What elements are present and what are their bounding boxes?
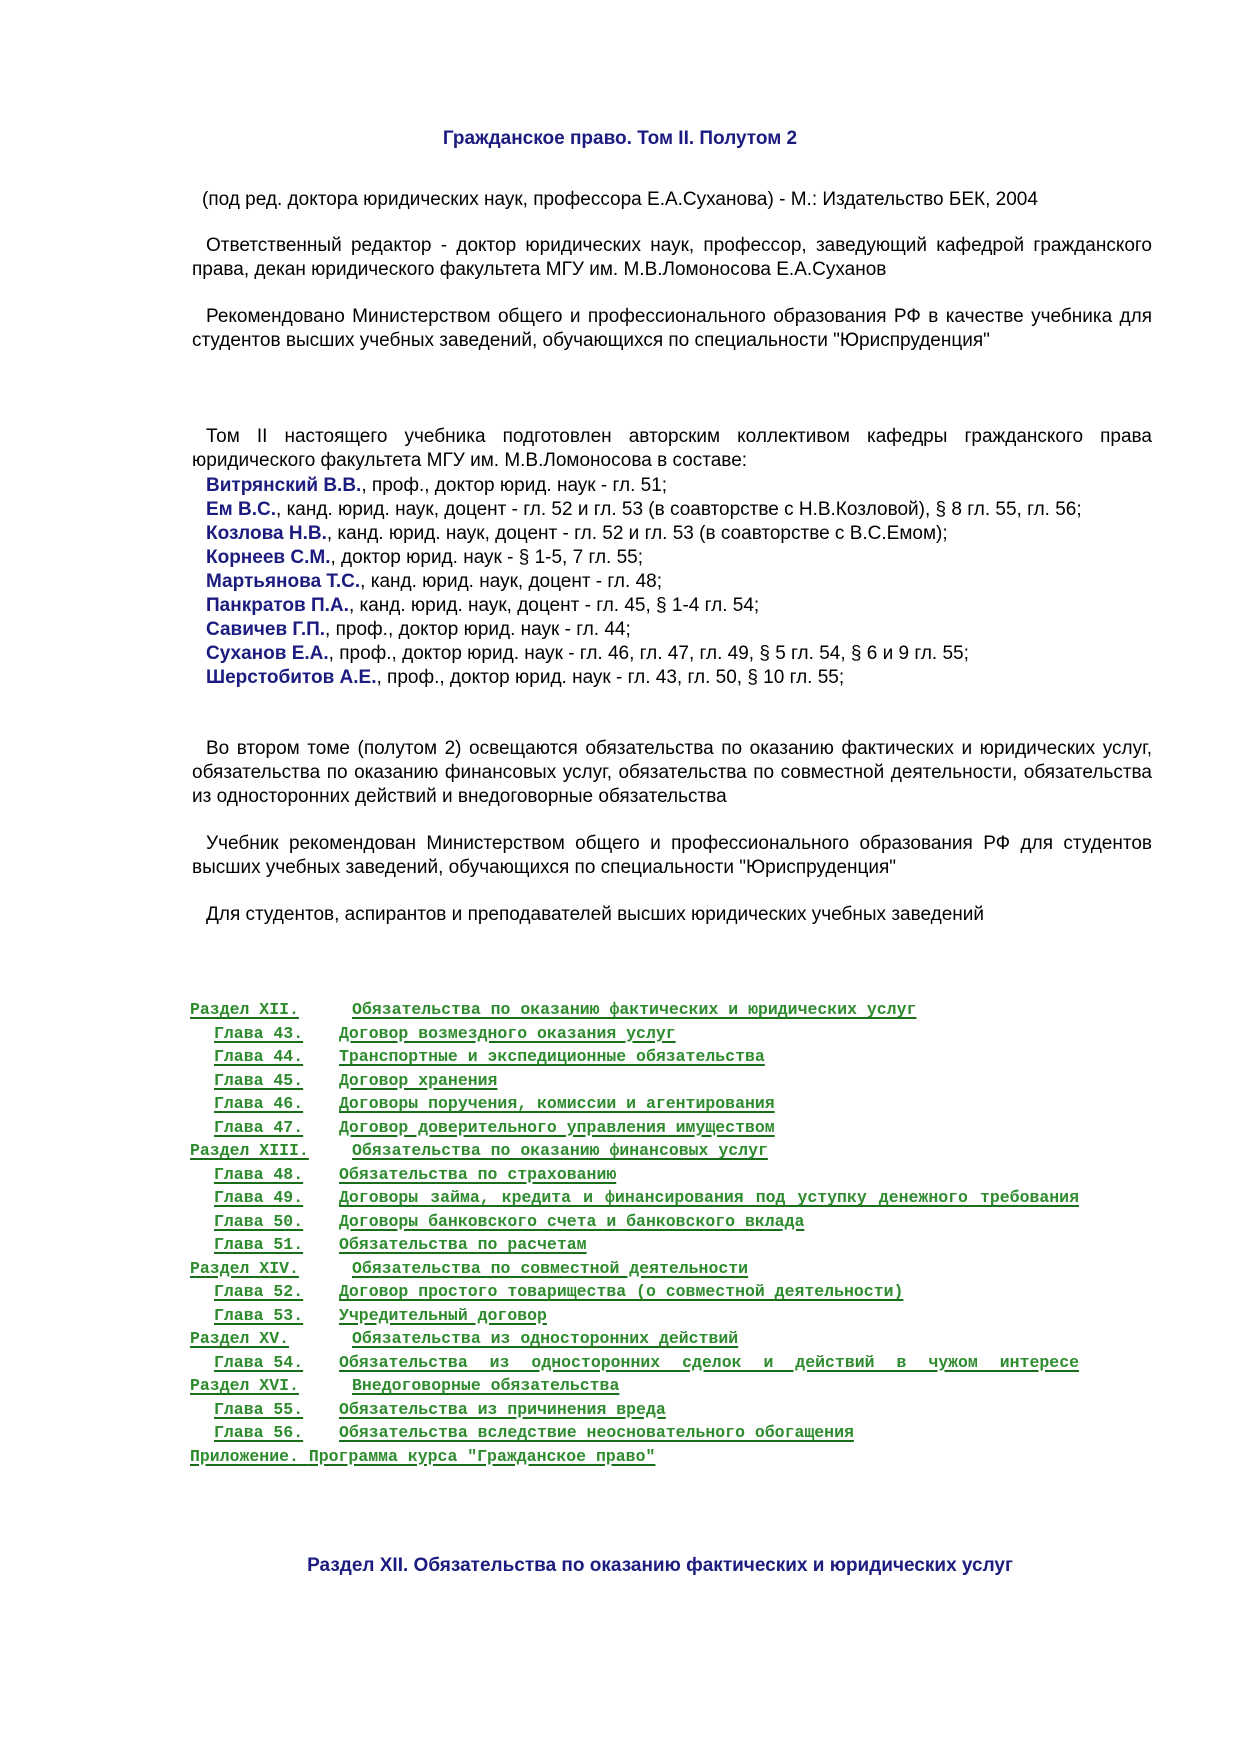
toc-text: Обязательства по совместной деятельности [352, 1258, 749, 1278]
author-name: Козлова Н.В. [206, 523, 327, 544]
author-desc: , канд. юрид. наук, доцент - гл. 45, § 1-4 гл. 54; [348, 595, 760, 616]
toc-chapter-link[interactable] [190, 1280, 1080, 1304]
toc-text: Обязательства из причинения вреда [339, 1399, 666, 1419]
toc-text: Договор возмездного оказания услуг [339, 1023, 676, 1043]
toc-text: Обязательства из односторонних сделок и действий в чужом интересе [339, 1352, 1079, 1372]
toc-chapter-link[interactable] [190, 1116, 1080, 1140]
toc-chapter-link[interactable] [190, 1421, 1080, 1445]
author-item [192, 666, 1152, 690]
toc-label: Глава 53. [214, 1305, 304, 1325]
author-name: Шерстобитов А.Е. [206, 667, 377, 688]
toc-text: Обязательства по страхованию [339, 1164, 617, 1184]
toc-label: Раздел XIII. [190, 1141, 309, 1160]
page-title: Гражданское право. Том II. Полутом 2 [442, 128, 798, 149]
textbook-recommended: Учебник рекомендован Министерством общего и профессионального образования РФ для студентов высших учебных заведений, обучающихся по специальности "Юриспруденция" [192, 833, 1152, 878]
toc-label: Глава 55. [214, 1399, 304, 1419]
author-item [192, 474, 1152, 498]
author-desc: , проф., доктор юрид. наук - гл. 51; [361, 475, 668, 496]
recommended-note: Рекомендовано Министерством общего и профессионального образования РФ в качестве учебника для студентов высших учебных заведений, обучающихся по специальности "Юриспруденция" [192, 306, 1152, 351]
author-desc: , канд. юрид. наук, доцент - гл. 52 и гл. 53 (в соавторстве с В.С.Емом); [326, 523, 948, 544]
toc-label: Глава 46. [214, 1094, 304, 1113]
author-item [192, 522, 1152, 546]
author-name: Ем В.С. [206, 499, 277, 520]
toc-text: Транспортные и экспедиционные обязательства [339, 1047, 765, 1066]
toc-chapter-link[interactable] [190, 1045, 1080, 1069]
toc-section-link[interactable] [190, 1139, 1080, 1163]
toc-label: Приложение. [190, 1446, 299, 1466]
author-desc: , проф., доктор юрид. наук - гл. 46, гл. 47, гл. 49, § 5 гл. 54, § 6 и 9 гл. 55; [328, 643, 969, 664]
responsible-editor: Ответственный редактор - доктор юридических наук, профессор, заведующий кафедрой гражданского права, декан юридического факультета МГУ им. М.В.Ломоносова Е.А.Суханов [192, 235, 1152, 280]
toc-text: Договоры банковского счета и банковского вклада [339, 1211, 805, 1231]
author-name: Корнеев С.М. [206, 547, 331, 568]
author-name: Витрянский В.В. [206, 475, 362, 496]
toc-chapter-link[interactable] [190, 1233, 1080, 1257]
author-desc: , проф., доктор юрид. наук - гл. 43, гл. 50, § 10 гл. 55; [376, 667, 845, 688]
editor-line: (под ред. доктора юридических наук, профессора Е.А.Суханова) - М.: Издательство БЕК, 2004 [202, 189, 1038, 210]
toc-chapter-link[interactable] [190, 1351, 1080, 1375]
toc-appendix-link[interactable] [190, 1445, 1080, 1469]
toc-text: Обязательства по расчетам [339, 1235, 587, 1254]
authors-list [192, 474, 1152, 690]
toc-label: Глава 47. [214, 1117, 304, 1137]
toc-chapter-link[interactable] [190, 1398, 1080, 1422]
toc-text: Договор простого товарищества (о совместной деятельности) [339, 1282, 904, 1301]
toc-label: Глава 49. [214, 1188, 304, 1207]
toc-chapter-link[interactable] [190, 1163, 1080, 1187]
author-desc: , канд. юрид. наук, доцент - гл. 48; [360, 571, 662, 592]
author-desc: , доктор юрид. наук - § 1-5, 7 гл. 55; [330, 547, 644, 568]
toc-text: Договор хранения [339, 1070, 498, 1090]
author-item [192, 498, 1152, 522]
author-name: Суханов Е.А. [206, 643, 329, 664]
volume-summary: Во втором томе (полутом 2) освещаются обязательства по оказанию фактических и юридических услуг, обязательства по оказанию финансовых услуг, обязательства по совместной деятельности, обязательства из односторонних действий и внедоговорные обязательства [192, 738, 1152, 807]
toc-label: Глава 44. [214, 1047, 304, 1066]
table-of-contents [190, 998, 1080, 1468]
author-name: Мартьянова Т.С. [206, 571, 361, 592]
toc-label: Глава 43. [214, 1023, 304, 1043]
toc-label: Глава 48. [214, 1164, 304, 1184]
author-desc: , канд. юрид. наук, доцент - гл. 52 и гл. 53 (в соавторстве с Н.В.Козловой), § 8 гл. 55, гл. 56; [276, 499, 1082, 520]
toc-text: Учредительный договор [339, 1305, 547, 1325]
toc-chapter-link[interactable] [190, 1210, 1080, 1234]
toc-chapter-link[interactable] [190, 1304, 1080, 1328]
toc-label: Глава 56. [214, 1423, 304, 1442]
section-heading: Раздел XII. Обязательства по оказанию фактических и юридических услуг [307, 1555, 1013, 1576]
author-item [192, 618, 1152, 642]
toc-label: Раздел XII. [190, 1000, 299, 1019]
author-item [192, 546, 1152, 570]
author-item [192, 642, 1152, 666]
toc-section-link[interactable] [190, 1327, 1080, 1351]
audience-note: Для студентов, аспирантов и преподавателей высших юридических учебных заведений [206, 904, 985, 925]
toc-section-link[interactable] [190, 1374, 1080, 1398]
toc-label: Глава 51. [214, 1235, 304, 1254]
toc-chapter-link[interactable] [190, 1069, 1080, 1093]
toc-label: Глава 45. [214, 1070, 304, 1090]
toc-text: Договоры поручения, комиссии и агентирования [339, 1094, 775, 1113]
toc-section-link[interactable] [190, 1257, 1080, 1281]
authors-intro: Том II настоящего учебника подготовлен авторским коллективом кафедры гражданского права юридического факультета МГУ им. М.В.Ломоносова в составе: [192, 426, 1152, 471]
toc-text: Обязательства по оказанию финансовых услуг [352, 1141, 768, 1160]
toc-chapter-link[interactable] [190, 1186, 1080, 1210]
toc-text: Внедоговорные обязательства [352, 1376, 620, 1395]
toc-section-link[interactable] [190, 998, 1080, 1022]
toc-label: Раздел XVI. [190, 1376, 299, 1395]
toc-chapter-link[interactable] [190, 1022, 1080, 1046]
toc-label: Глава 52. [214, 1282, 304, 1301]
toc-text: Обязательства по оказанию фактических и юридических услуг [352, 1000, 917, 1019]
toc-label: Раздел XV. [190, 1329, 290, 1348]
toc-label: Глава 54. [214, 1352, 304, 1372]
author-desc: , проф., доктор юрид. наук - гл. 44; [325, 619, 631, 640]
toc-text: Договор доверительного управления имуществом [339, 1117, 775, 1137]
author-item [192, 570, 1152, 594]
author-item [192, 594, 1152, 618]
toc-text [299, 1445, 655, 1469]
toc-label: Раздел XIV. [190, 1258, 299, 1278]
author-name: Панкратов П.А. [206, 595, 349, 616]
toc-text: Договоры займа, кредита и финансирования под уступку денежного требования [339, 1188, 1079, 1207]
toc-text: Обязательства вследствие неосновательного обогащения [339, 1423, 854, 1442]
toc-text-value: Программа курса "Гражданское право" [308, 1446, 656, 1466]
author-name: Савичев Г.П. [206, 619, 326, 640]
toc-label: Глава 50. [214, 1211, 304, 1231]
toc-chapter-link[interactable] [190, 1092, 1080, 1116]
toc-text: Обязательства из односторонних действий [352, 1329, 739, 1348]
